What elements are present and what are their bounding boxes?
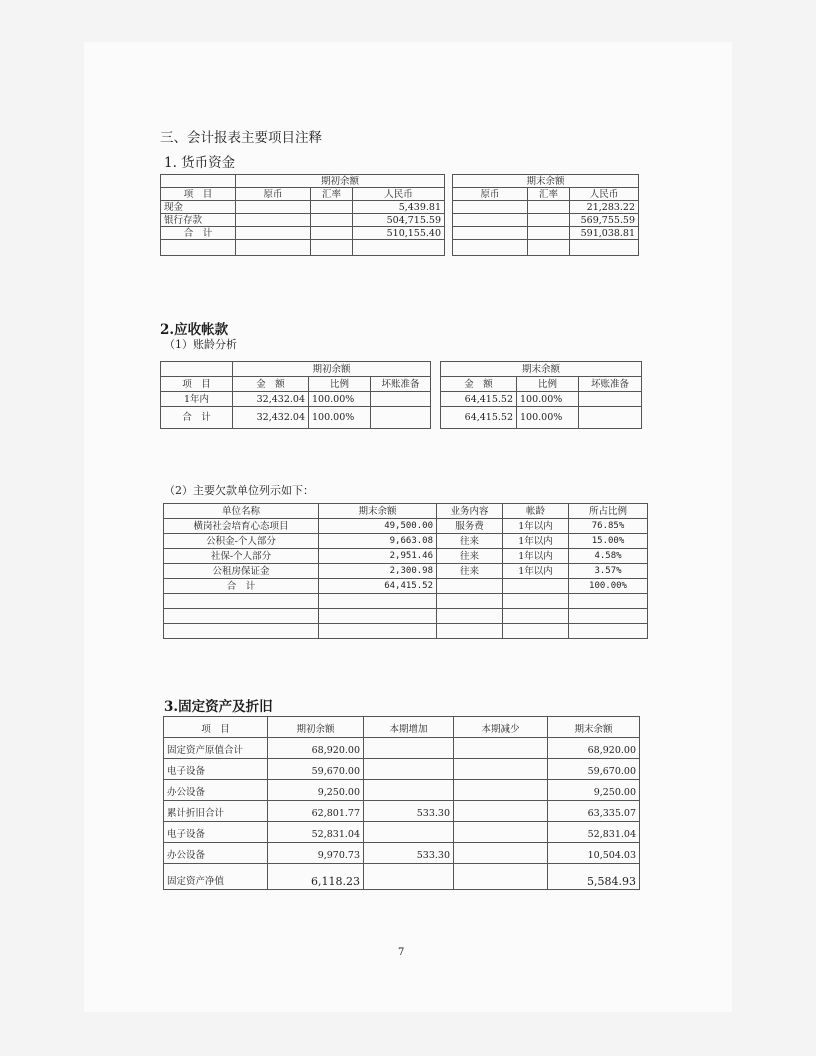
table-row: 固定资产原值合计 68,920.00 68,920.00: [164, 738, 640, 759]
table-row: 合 计 64,415.52 100.00%: [164, 579, 648, 594]
aging-header-end: 期末余额: [441, 362, 642, 377]
page-number: 7: [398, 947, 405, 958]
fixed-assets-title: 3.固定资产及折旧: [164, 699, 273, 715]
aging-col-ratio-end: 比例: [517, 377, 579, 392]
aging-col-ratio: 比例: [309, 377, 371, 392]
cash-col-rate: 汇率: [311, 188, 353, 201]
fa-col-item: 项 目: [164, 717, 268, 738]
table-row: [164, 624, 648, 639]
aging-table: [160, 361, 642, 429]
aging-col-reserve-end: 坏账准备: [579, 377, 642, 392]
table-row: 电子设备 59,670.00 59,670.00: [164, 759, 640, 780]
aging-col-reserve: 坏账准备: [371, 377, 431, 392]
cash-col-rate-end: 汇率: [528, 188, 570, 201]
cash-col-rmb: 人民币: [353, 188, 445, 201]
table-row: 现金 5,439.81 21,283.22: [161, 201, 639, 214]
debtors-col-name: 单位名称: [164, 504, 319, 519]
aging-col-amount: 金 额: [233, 377, 309, 392]
table-row: 合 计 510,155.40 591,038.81: [161, 227, 639, 240]
debtors-col-business: 业务内容: [437, 504, 503, 519]
table-row: 公租房保证金 2,300.98 往来 1年以内 3.57%: [164, 564, 648, 579]
fixed-assets-table: [163, 716, 640, 890]
table-row: 横岗社会培育心态项目 49,500.00 服务费 1年以内 76.85%: [164, 519, 648, 534]
debtors-title: （2）主要欠款单位列示如下：: [164, 484, 314, 497]
cash-col-item: 项 目: [161, 188, 236, 201]
cash-header-begin: 期初余额: [236, 175, 445, 188]
section-heading: 三、会计报表主要项目注释: [160, 130, 322, 146]
cash-col-orig-end: 原币: [453, 188, 528, 201]
aging-col-amount-end: 金 额: [441, 377, 517, 392]
fa-col-reduce: 本期减少: [454, 717, 548, 738]
aging-col-item: 项 目: [161, 377, 233, 392]
aging-header-begin: 期初余额: [233, 362, 431, 377]
table-row: 电子设备 52,831.04 52,831.04: [164, 822, 640, 843]
debtors-col-age: 帐龄: [503, 504, 569, 519]
cash-header-end: 期末余额: [453, 175, 639, 188]
table-row: [161, 240, 639, 256]
aging-title: （1）账龄分析: [164, 338, 237, 351]
table-row: 社保-个人部分 2,951.46 往来 1年以内 4.58%: [164, 549, 648, 564]
receivables-title: 2.应收帐款: [160, 322, 229, 338]
fa-col-end: 期末余额: [548, 717, 640, 738]
table-row: 银行存款 504,715.59 569,755.59: [161, 214, 639, 227]
table-row: 累计折旧合计 62,801.77 533.30 63,335.07: [164, 801, 640, 822]
table-row: [164, 594, 648, 609]
fa-col-add: 本期增加: [364, 717, 454, 738]
table-row: 1年内 32,432.04 100.00% 64,415.52 100.00%: [161, 392, 642, 407]
debtors-col-balance: 期末余额: [319, 504, 437, 519]
table-row: 办公设备 9,250.00 9,250.00: [164, 780, 640, 801]
cash-col-rmb-end: 人民币: [570, 188, 639, 201]
table-row: 办公设备 9,970.73 533.30 10,504.03: [164, 843, 640, 864]
cash-col-orig: 原币: [236, 188, 311, 201]
table-row: 公积金-个人部分 9,663.08 往来 1年以内 15.00%: [164, 534, 648, 549]
debtors-col-share: 所占比例: [569, 504, 648, 519]
cash-table: [160, 174, 639, 256]
table-row: 合 计 32,432.04 100.00% 64,415.52 100.00%: [161, 407, 642, 429]
table-row: 固定资产净值 6,118.23 5,584.93: [164, 864, 640, 890]
cash-title: 1. 货币资金: [164, 155, 236, 171]
debtors-table: [163, 503, 648, 639]
fa-col-begin: 期初余额: [268, 717, 364, 738]
table-row: [164, 609, 648, 624]
